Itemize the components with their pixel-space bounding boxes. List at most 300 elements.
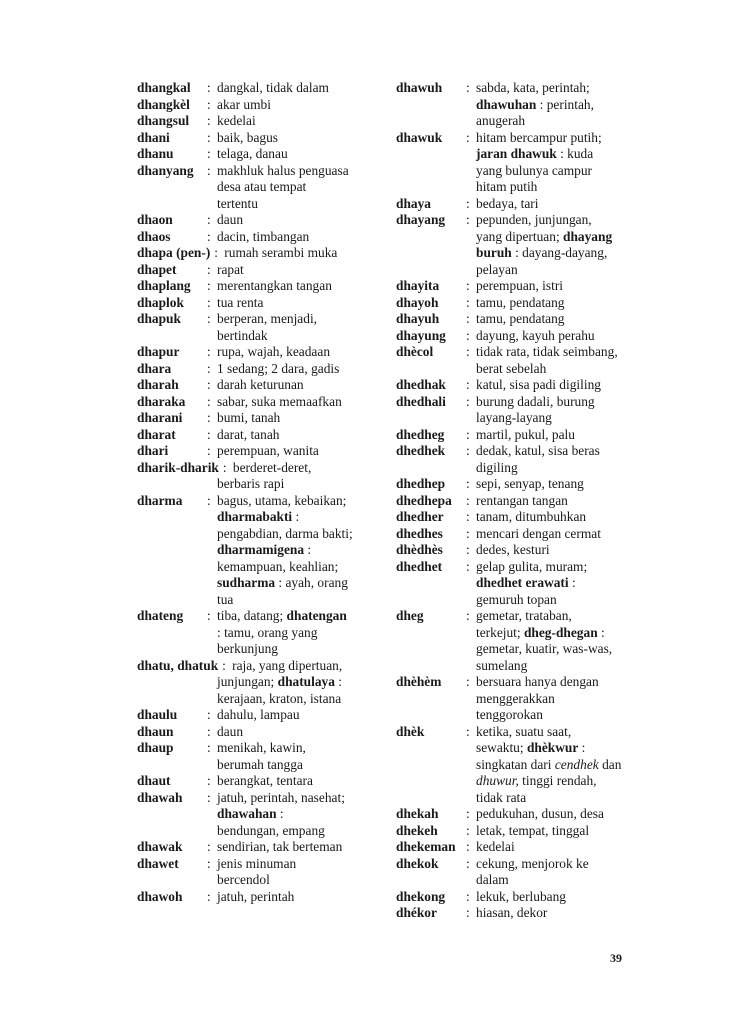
definition-line <box>476 872 636 889</box>
separator-colon: : <box>466 443 470 458</box>
definition-line <box>476 262 636 279</box>
definition-text: berumah tangga <box>217 756 303 772</box>
dictionary-entry <box>396 80 636 130</box>
definition-text: : tamu, orang yang <box>217 624 318 640</box>
separator-colon: : <box>207 129 211 145</box>
definition-text: : ayah, orang <box>275 575 348 590</box>
headword: dhawah <box>137 789 183 805</box>
definition-text: martil, pukul, palu <box>476 426 575 442</box>
dictionary-entry <box>396 196 636 213</box>
headword: dharik-dharik <box>137 459 219 475</box>
definition-text: bendungan, empang <box>217 822 325 838</box>
separator-colon: : <box>466 377 470 392</box>
headword: dhaplang <box>137 278 191 293</box>
dictionary-entry <box>137 80 377 97</box>
dictionary-entry <box>137 146 377 163</box>
separator-colon: : <box>207 426 211 442</box>
headword: dhawuh <box>396 80 443 95</box>
definition-line <box>217 196 377 213</box>
definition-line <box>217 476 377 493</box>
separator-colon: : <box>466 492 470 508</box>
separator-colon: : <box>207 113 211 128</box>
headword: dhèk <box>396 723 425 739</box>
definition-text: akar umbi <box>217 96 271 112</box>
headword: dhayuh <box>396 311 440 326</box>
definition-text: : <box>292 509 300 524</box>
dictionary-entry <box>396 856 636 889</box>
headword: dhapur <box>137 344 180 359</box>
definition-text: sendirian, tak berteman <box>217 839 343 854</box>
dictionary-entry <box>137 790 377 840</box>
definition-text: kemampuan, keahlian; <box>217 558 339 574</box>
dictionary-entry <box>396 559 636 609</box>
definition-line <box>476 410 636 427</box>
definition-text: berangkat, tentara <box>217 773 313 788</box>
definition-line <box>224 245 377 262</box>
dictionary-entry <box>137 773 377 790</box>
dictionary-entry <box>137 97 377 114</box>
dictionary-entry <box>396 311 636 328</box>
headword: dhapet <box>137 261 177 277</box>
dictionary-entry <box>396 823 636 840</box>
definition-line <box>217 707 377 724</box>
definition-text: bagus, utama, kebaikan; <box>217 492 347 508</box>
dictionary-entry <box>137 427 377 444</box>
definition-text: sepi, senyap, tenang <box>476 476 584 491</box>
definition-text: sabar, suka memaafkan <box>217 393 342 409</box>
separator-colon: : <box>207 311 211 326</box>
dictionary-entry <box>396 839 636 856</box>
definition-text: tenggorokan <box>476 707 543 722</box>
definition-line <box>232 658 377 675</box>
headword: dhekah <box>396 806 439 821</box>
definition <box>137 493 377 609</box>
headword: dhekeh <box>396 822 438 838</box>
separator-colon: : <box>207 228 211 244</box>
definition-line <box>476 80 636 97</box>
definition-line <box>476 493 636 510</box>
headword: dhatu, dhatuk <box>137 657 219 673</box>
dictionary-entry <box>396 905 636 922</box>
separator-colon: : <box>466 525 470 541</box>
definition-text: merentangkan tangan <box>217 278 332 293</box>
definition-text: bersuara hanya dengan <box>476 674 599 689</box>
dictionary-entry <box>396 328 636 345</box>
definition-line <box>476 295 636 312</box>
definition-text: tertentu <box>217 195 258 211</box>
headword: dharat <box>137 426 176 442</box>
separator-colon: : <box>207 146 211 161</box>
dictionary-entry <box>137 311 377 344</box>
sub-headword: dhatengan <box>286 608 347 623</box>
definition-line <box>217 526 377 543</box>
definition-text: katul, sisa padi digiling <box>476 377 601 392</box>
definition-text: berkunjung <box>217 641 278 656</box>
definition-text: kedelai <box>476 839 515 854</box>
dictionary-entry <box>137 839 377 856</box>
definition-text: ketika, suatu saat, <box>476 723 572 739</box>
dictionary-entry <box>396 889 636 906</box>
headword: dhanu <box>137 146 174 161</box>
dictionary-entry <box>137 460 377 493</box>
dictionary-entry <box>137 344 377 361</box>
separator-colon: : <box>207 888 211 904</box>
definition-line <box>217 542 377 559</box>
definition-line <box>217 377 377 394</box>
definition-line <box>217 113 377 130</box>
definition-line <box>217 806 377 823</box>
definition-line <box>476 724 636 741</box>
right-column <box>396 80 636 922</box>
definition-text: dedes, kesturi <box>476 542 550 557</box>
definition-text: tanam, ditumbuhkan <box>476 509 587 524</box>
definition-line <box>476 113 636 130</box>
definition-line <box>476 691 636 708</box>
definition-text: pedukuhan, dusun, desa <box>476 806 604 821</box>
dictionary-entry <box>396 509 636 526</box>
definition-line <box>217 146 377 163</box>
definition-line <box>217 790 377 807</box>
definition-text: bedaya, tari <box>476 195 539 211</box>
definition-line <box>217 740 377 757</box>
separator-colon: : <box>207 278 211 293</box>
headword: dharani <box>137 410 183 425</box>
definition-text: rupa, wajah, keadaan <box>217 344 331 359</box>
sub-headword: dhawahan <box>217 806 277 821</box>
definition-text: dacin, timbangan <box>217 228 310 244</box>
separator-colon: : <box>222 657 226 673</box>
definition-line <box>476 658 636 675</box>
headword: dhedhak <box>396 377 446 392</box>
definition-text: menikah, kawin, <box>217 740 306 755</box>
definition <box>396 724 636 807</box>
dictionary-entry <box>137 377 377 394</box>
separator-colon: : <box>466 426 470 442</box>
headword: dhaon <box>137 212 173 227</box>
definition-line <box>217 872 377 889</box>
definition-line <box>476 344 636 361</box>
definition-line <box>217 344 377 361</box>
definition-text: dayung, kayuh perahu <box>476 327 595 343</box>
definition-line <box>476 823 636 840</box>
separator-colon: : <box>466 839 470 854</box>
definition-line <box>476 526 636 543</box>
headword: dhawak <box>137 839 183 854</box>
definition-text: telaga, danau <box>217 146 288 161</box>
headword: dhedhep <box>396 476 446 491</box>
definition-line <box>217 559 377 576</box>
dictionary-entry <box>137 410 377 427</box>
separator-colon: : <box>466 327 470 343</box>
definition-line <box>217 592 377 609</box>
sub-headword: sudharma <box>217 575 276 590</box>
separator-colon: : <box>207 443 211 458</box>
definition <box>137 229 377 246</box>
separator-colon: : <box>207 740 211 755</box>
sub-headword: buruh <box>476 245 512 260</box>
definition-text: berbaris rapi <box>217 476 285 491</box>
definition-line <box>217 839 377 856</box>
definition-text: sumelang <box>476 657 528 673</box>
separator-colon: : <box>466 674 470 689</box>
definition-line <box>217 130 377 147</box>
definition-line <box>217 509 377 526</box>
dictionary-entry <box>137 608 377 658</box>
separator-colon: : <box>466 608 470 623</box>
definition-text: : perintah, <box>536 96 594 112</box>
definition-line <box>476 740 636 757</box>
definition-line <box>217 295 377 312</box>
dictionary-entry <box>137 856 377 889</box>
definition <box>137 212 377 229</box>
definition-line <box>476 476 636 493</box>
definition-text: bertindak <box>217 327 268 343</box>
definition-text: dalam <box>476 872 509 887</box>
definition-text: sewaktu; <box>476 740 527 755</box>
definition-line <box>476 757 636 774</box>
definition-text: cekung, menjorok ke <box>476 855 589 871</box>
definition-text: darat, tanah <box>217 426 280 442</box>
definition-text: rumah serambi muka <box>224 245 338 260</box>
definition-text: makhluk halus penguasa <box>217 162 349 178</box>
headword: dhékor <box>396 905 437 920</box>
separator-colon: : <box>466 806 470 821</box>
definition-line <box>217 97 377 114</box>
definition-line <box>217 608 377 625</box>
definition-text: bercendol <box>217 872 270 887</box>
headword: dhangkèl <box>137 96 190 112</box>
separator-colon: : <box>466 822 470 838</box>
definition-text: anugerah <box>476 113 526 128</box>
dictionary-entry <box>396 443 636 476</box>
separator-colon: : <box>466 905 470 920</box>
headword: dhedheg <box>396 426 445 442</box>
definition-text: tamu, pendatang <box>476 294 565 310</box>
headword: dhaplok <box>137 294 184 310</box>
separator-colon: : <box>207 492 211 508</box>
definition-text: : <box>334 674 343 689</box>
definition <box>396 196 636 213</box>
separator-colon: : <box>207 344 211 359</box>
separator-colon: : <box>466 476 470 491</box>
definition-text: tinggi rendah, <box>518 773 597 788</box>
sub-headword: dharmabakti <box>217 509 293 524</box>
dictionary-entry <box>396 542 636 559</box>
dictionary-entry <box>137 889 377 906</box>
definition-line <box>217 493 377 510</box>
separator-colon: : <box>207 410 211 425</box>
dictionary-entry <box>396 476 636 493</box>
headword: dharaka <box>137 393 186 409</box>
definition-text: berat sebelah <box>476 360 547 376</box>
separator-colon: : <box>466 195 470 211</box>
headword: dhaup <box>137 740 174 755</box>
definition-line <box>217 889 377 906</box>
definition-line <box>476 592 636 609</box>
definition-text: dahulu, lampau <box>217 707 300 722</box>
definition-text: pepunden, junjungan, <box>476 212 592 227</box>
separator-colon: : <box>207 80 211 95</box>
definition-text: burung dadali, burung <box>476 393 595 409</box>
headword: dhekong <box>396 888 446 904</box>
headword: dhara <box>137 360 172 376</box>
definition-text: perempuan, istri <box>476 278 564 293</box>
definition-text: gemuruh topan <box>476 591 557 607</box>
definition-text: cendhek <box>554 756 599 772</box>
dictionary-entry <box>137 394 377 411</box>
definition <box>137 443 377 460</box>
dictionary-entry <box>137 295 377 312</box>
separator-colon: : <box>207 162 211 178</box>
definition-text: berperan, menjadi, <box>217 311 318 326</box>
separator-colon: : <box>207 294 211 310</box>
page-number: 39 <box>610 951 622 965</box>
definition-line <box>476 856 636 873</box>
definition-text: daun <box>217 212 244 227</box>
definition-text: yang bulunya campur <box>476 162 593 178</box>
separator-colon: : <box>466 294 470 310</box>
headword: dhèdhès <box>396 542 443 557</box>
headword: dhapuk <box>137 311 181 326</box>
definition-text: desa atau tempat <box>217 179 307 194</box>
sub-headword: jaran dhawuk <box>476 146 557 161</box>
definition-text: yang dipertuan; <box>476 228 564 244</box>
dictionary-entry <box>137 245 377 262</box>
definition-text: sabda, kata, perintah; <box>476 80 590 95</box>
definition-line <box>217 394 377 411</box>
definition-line <box>476 608 636 625</box>
definition-line <box>476 905 636 922</box>
separator-colon: : <box>207 789 211 805</box>
definition-line <box>476 559 636 576</box>
headword: dharma <box>137 492 183 508</box>
dictionary-entry <box>137 361 377 378</box>
headword: dhayung <box>396 327 446 343</box>
dictionary-entry <box>137 658 377 708</box>
headword: dhedhes <box>396 525 443 541</box>
definition-text: tidak rata, tidak seimbang, <box>476 344 618 359</box>
definition-text: darah keturunan <box>217 377 304 392</box>
headword: dhekeman <box>396 839 456 854</box>
definition-text: gemetar, trataban, <box>476 608 572 623</box>
definition-line <box>476 806 636 823</box>
definition-line <box>217 773 377 790</box>
definition <box>137 361 377 378</box>
definition-line <box>217 823 377 840</box>
definition-line <box>476 377 636 394</box>
definition-text: singkatan dari <box>476 756 555 772</box>
dictionary-entry <box>137 163 377 213</box>
definition-line <box>476 311 636 328</box>
definition-line <box>217 856 377 873</box>
dictionary-entry <box>396 394 636 427</box>
dictionary-entry <box>396 427 636 444</box>
definition-text: dhuwur, <box>476 773 519 788</box>
definition-line <box>476 97 636 114</box>
definition-line <box>217 575 377 592</box>
definition-line <box>217 212 377 229</box>
definition-text: baik, bagus <box>217 129 278 145</box>
definition-line <box>476 443 636 460</box>
separator-colon: : <box>222 459 227 475</box>
headword: dheg <box>396 608 424 623</box>
separator-colon: : <box>207 723 211 739</box>
definition-text: menggerakkan <box>476 690 555 706</box>
separator-colon: : <box>207 212 211 227</box>
definition-text: layang-layang <box>476 410 552 425</box>
left-column <box>137 80 377 905</box>
definition-text: raja, yang dipertuan, <box>232 657 343 673</box>
definition-line <box>217 724 377 741</box>
definition-line <box>217 410 377 427</box>
definition-text: rapat <box>217 261 244 277</box>
definition-line <box>476 889 636 906</box>
definition-text: tua <box>217 591 234 607</box>
definition-line <box>476 707 636 724</box>
sub-headword: dhayang <box>563 228 613 244</box>
definition-line <box>476 460 636 477</box>
dictionary-entry <box>396 130 636 196</box>
headword: dhècol <box>396 344 434 359</box>
sub-headword: dhatulaya <box>277 674 335 689</box>
definition-text: tamu, pendatang <box>476 311 565 326</box>
definition-line <box>217 757 377 774</box>
dictionary-entry <box>137 707 377 724</box>
definition-line <box>217 674 377 691</box>
dictionary-entry <box>137 740 377 773</box>
dictionary-entry <box>396 212 636 278</box>
headword: dhanyang <box>137 162 194 178</box>
definition-line <box>233 460 377 477</box>
definition-line <box>217 179 377 196</box>
definition-line <box>476 427 636 444</box>
headword: dhaos <box>137 228 171 244</box>
definition-line <box>217 691 377 708</box>
definition-text: pengabdian, darma bakti; <box>217 525 353 541</box>
definition-text: digiling <box>476 459 518 475</box>
definition-line <box>476 328 636 345</box>
definition-line <box>476 179 636 196</box>
definition-text: tidak rata <box>476 789 527 805</box>
separator-colon: : <box>207 96 211 112</box>
definition-line <box>476 361 636 378</box>
definition-text: mencari dengan cermat <box>476 525 601 541</box>
dictionary-entry <box>137 113 377 130</box>
separator-colon: : <box>207 855 211 871</box>
definition-text: hiasan, dekor <box>476 905 548 920</box>
definition-text: kerajaan, kraton, istana <box>217 690 342 706</box>
headword: dhèhèm <box>396 674 442 689</box>
dictionary-entry <box>396 278 636 295</box>
definition-line <box>217 163 377 180</box>
definition-text: lekuk, berlubang <box>476 888 566 904</box>
definition-text: letak, tempat, tinggal <box>476 822 590 838</box>
separator-colon: : <box>207 773 211 788</box>
definition-text: berderet-deret, <box>232 459 312 475</box>
definition-text: tua renta <box>217 294 264 310</box>
definition-text: jenis minuman <box>217 855 297 871</box>
definition-line <box>217 443 377 460</box>
definition-text: daun <box>217 723 244 739</box>
definition-text: bumi, tanah <box>217 410 281 425</box>
definition-text: : <box>276 806 284 821</box>
dictionary-entry <box>137 443 377 460</box>
definition-text: gelap gulita, muram; <box>476 558 588 574</box>
definition-line <box>217 328 377 345</box>
definition-line <box>476 773 636 790</box>
definition-line <box>217 262 377 279</box>
dictionary-entry <box>396 295 636 312</box>
